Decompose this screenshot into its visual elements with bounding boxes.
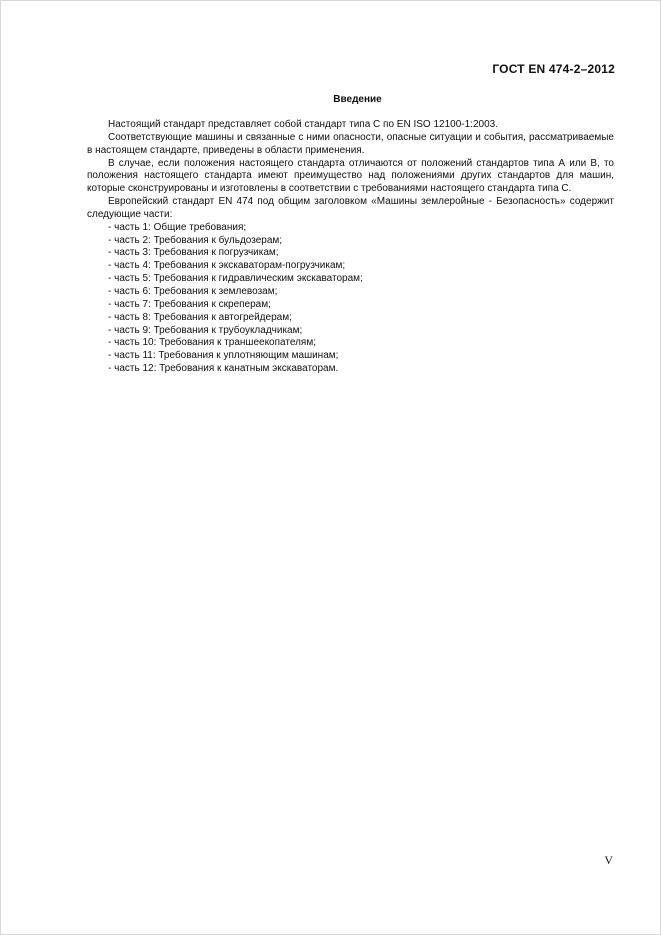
list-item: - часть 1: Общие требования; — [108, 221, 247, 233]
page-number: V — [604, 853, 613, 867]
list-item: - часть 3: Требования к погрузчикам; — [108, 247, 279, 259]
paragraph-standard-type: Настоящий стандарт представляет собой стандарт типа C по EN ISO 12100-1:2003. — [108, 119, 498, 130]
list-item: - часть 11: Требования к уплотняющим машинам; — [108, 350, 339, 362]
list-item: - часть 10: Требования к траншеекопателям; — [108, 337, 316, 349]
section-title: Введение — [333, 94, 382, 105]
list-item: - часть 4: Требования к экскаваторам-погрузчикам; — [108, 260, 346, 272]
document-body — [87, 119, 614, 376]
parts-list — [87, 222, 614, 376]
paragraph-parts-intro: Европейский стандарт EN 474 под общим заголовком «Машины землеройные - Безопасность» содержит следующие части: — [87, 196, 614, 220]
list-item: - часть 5: Требования к гидравлическим экскаваторам; — [108, 273, 363, 285]
paragraph-hazards-scope: Соответствующие машины и связанные с ними опасности, опасные ситуации и события, рассматриваемые в настоящем стандарте, приведены в области применения. — [87, 131, 614, 156]
paragraph-precedence: В случае, если положения настоящего стандарта отличаются от положений стандартов типа А или В, то положения настоящего стандарта имеют преимущество над положениями других стандартов для машин, которые сконструированы и изготовлены в соответствии с требованиями настоящего стандарта типа С. — [87, 157, 614, 195]
list-item: - часть 6: Требования к землевозам; — [108, 285, 278, 297]
standard-number-header: ГОСТ EN 474-2–2012 — [492, 62, 615, 76]
list-item: - часть 7: Требования к скреперам; — [108, 298, 271, 310]
list-item: - часть 12: Требования к канатным экскаваторам. — [108, 363, 339, 375]
list-item: - часть 2: Требования к бульдозерам; — [108, 234, 283, 246]
list-item: - часть 9: Требования к трубоукладчикам; — [108, 324, 303, 336]
list-item: - часть 8: Требования к автогрейдерам; — [108, 311, 292, 323]
